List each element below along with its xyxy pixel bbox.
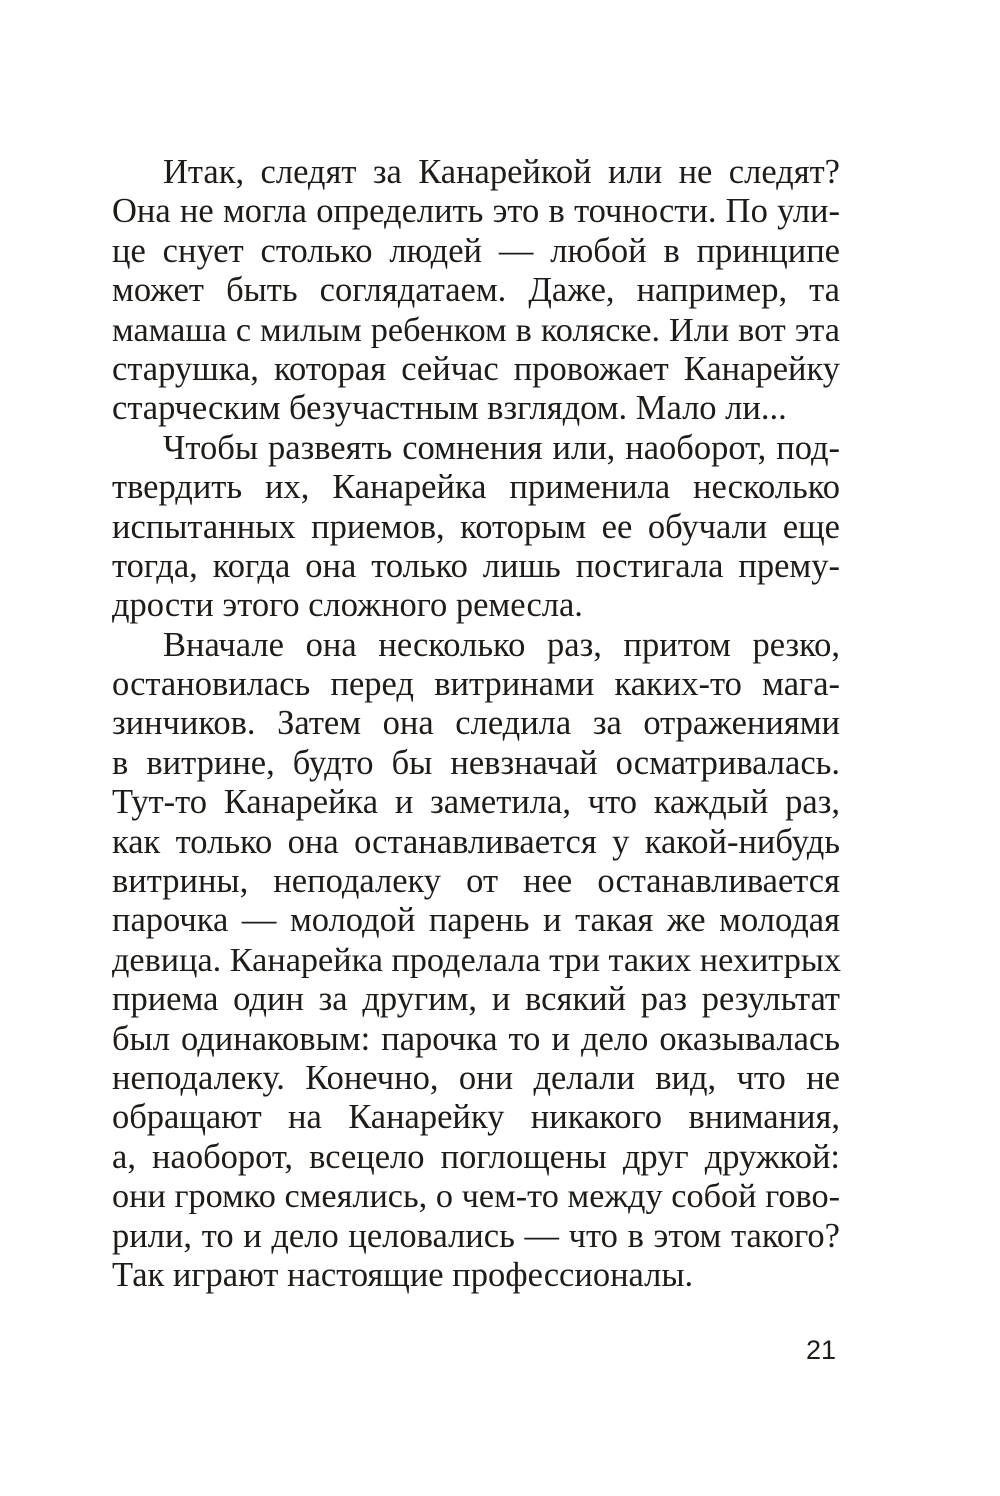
text-line: твердить их, Канарейка применила несколько <box>112 468 840 507</box>
text-line: це снует столько людей — любой в принципе <box>112 231 840 270</box>
text-line: неподалеку. Конечно, они делали вид, что не <box>112 1058 840 1097</box>
text-line: дрости этого сложного ремесла. <box>112 586 583 625</box>
text-line: Тут-то Канарейка и заметила, что каждый раз, <box>112 783 840 822</box>
text-line: в витрине, будто бы невзначай осматривалась. <box>112 743 840 782</box>
text-line: Так играют настоящие профессионалы. <box>112 1255 694 1294</box>
text-line: Чтобы развеять сомнения или, наоборот, под- <box>163 428 840 467</box>
text-line: обращают на Канарейку никакого внимания, <box>112 1098 840 1137</box>
body-text <box>112 153 840 1295</box>
text-line: может быть соглядатаем. Даже, например, та <box>112 271 840 310</box>
text-line: испытанных приемов, которым ее обучали еще <box>112 507 840 546</box>
text-line: Она не могла определить это в точности. По ули- <box>112 192 840 231</box>
text-line: остановилась перед витринами каких-то мага- <box>112 665 840 704</box>
page-number: 21 <box>805 1335 836 1365</box>
text-line: парочка — молодой парень и такая же молодая <box>112 901 840 940</box>
text-line: как только она останавливается у какой-нибудь <box>112 822 840 861</box>
text-line: девица. Канарейка проделала три таких нехитрых <box>112 940 841 979</box>
text-line: приема один за другим, и всякий раз результат <box>112 980 840 1019</box>
text-line: был одинаковым: парочка то и дело оказывалась <box>112 1019 840 1058</box>
text-line: старушка, которая сейчас провожает Канарейку <box>112 349 840 388</box>
text-line: витрины, неподалеку от нее останавливается <box>112 862 840 901</box>
text-line: рили, то и дело целовались — что в этом такого? <box>112 1216 840 1255</box>
text-line: а, наоборот, всецело поглощены друг дружкой: <box>112 1137 840 1176</box>
text-line: Вначале она несколько раз, притом резко, <box>163 625 840 664</box>
text-line: тогда, когда она только лишь постигала прему- <box>112 546 840 585</box>
text-line: Итак, следят за Канарейкой или не следят? <box>163 153 840 191</box>
text-line: они громко смеялись, о чем-то между собой гово- <box>112 1177 840 1216</box>
text-line: мамаша с милым ребенком в коляске. Или вот эта <box>112 310 840 349</box>
text-line: старческим безучастным взглядом. Мало ли... <box>112 389 787 428</box>
text-line: зинчиков. Затем она следила за отражениями <box>112 704 840 743</box>
